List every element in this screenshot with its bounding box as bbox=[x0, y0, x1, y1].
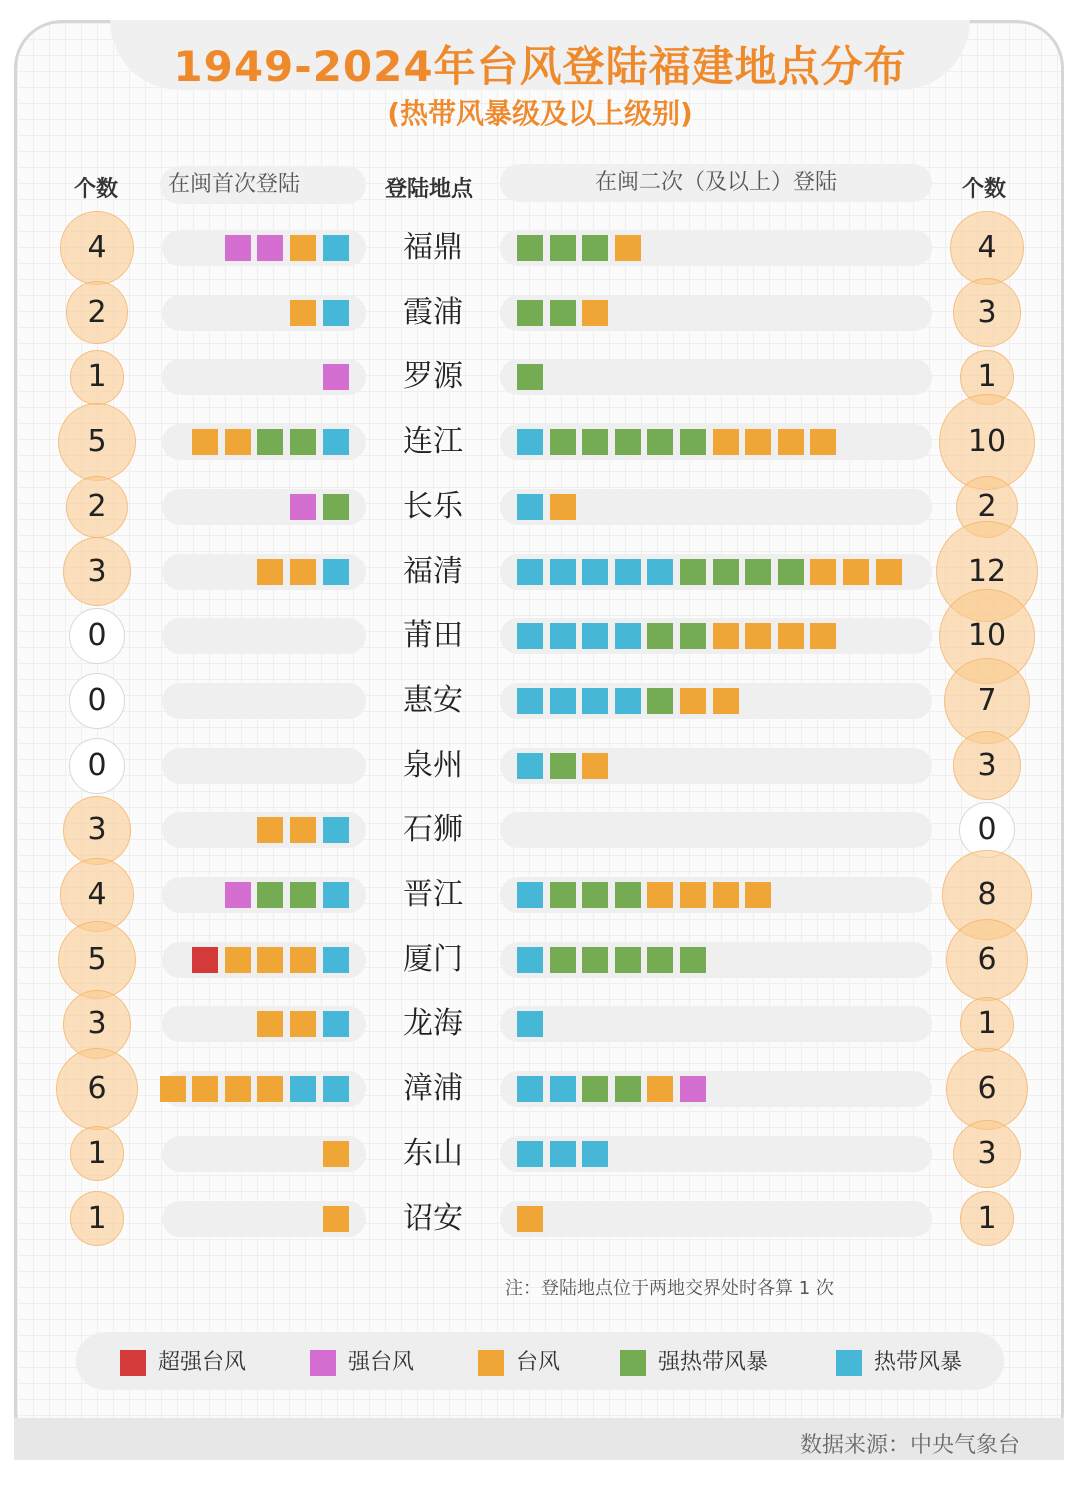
first-landfall-square bbox=[323, 947, 349, 973]
second-landfall-square bbox=[582, 559, 608, 585]
second-landfall-square bbox=[550, 235, 576, 261]
first-landfall-square bbox=[290, 817, 316, 843]
first-count-label: 6 bbox=[87, 1071, 107, 1107]
legend-swatch-severe-tropical-storm bbox=[620, 1350, 646, 1376]
second-landfall-square bbox=[745, 429, 771, 455]
second-landfall-square bbox=[713, 882, 739, 908]
second-landfall-square bbox=[582, 688, 608, 714]
second-landfall-square bbox=[843, 559, 869, 585]
first-landfall-square bbox=[225, 947, 251, 973]
location-label: 龙海 bbox=[403, 1006, 463, 1042]
second-landfall-square bbox=[615, 429, 641, 455]
second-landfall-square bbox=[517, 1206, 543, 1232]
first-landfall-square bbox=[257, 1076, 283, 1102]
second-count-label: 1 bbox=[977, 359, 997, 395]
second-landfall-track bbox=[500, 1006, 932, 1042]
first-landfall-square bbox=[257, 559, 283, 585]
second-count-label: 3 bbox=[977, 747, 997, 783]
first-landfall-square bbox=[323, 882, 349, 908]
second-landfall-square bbox=[647, 429, 673, 455]
location-label: 晋江 bbox=[403, 877, 463, 912]
second-landfall-square bbox=[615, 235, 641, 261]
first-count-label: 4 bbox=[87, 877, 107, 912]
second-landfall-square bbox=[582, 1076, 608, 1102]
second-count-label: 7 bbox=[977, 682, 997, 718]
second-landfall-square bbox=[517, 559, 543, 585]
second-landfall-square bbox=[615, 623, 641, 649]
first-landfall-track bbox=[162, 748, 366, 784]
first-count-label: 3 bbox=[87, 553, 107, 589]
location-label: 莆田 bbox=[403, 618, 463, 654]
second-count-label: 3 bbox=[977, 1135, 997, 1171]
first-landfall-square bbox=[192, 429, 218, 455]
location-label: 厦门 bbox=[403, 941, 463, 977]
first-landfall-square bbox=[257, 947, 283, 973]
legend-label-super: 超强台风 bbox=[158, 1350, 247, 1375]
first-landfall-square bbox=[290, 947, 316, 973]
second-landfall-square bbox=[713, 429, 739, 455]
second-landfall-square bbox=[680, 1076, 706, 1102]
location-label: 连江 bbox=[403, 424, 463, 460]
second-landfall-square bbox=[550, 494, 576, 520]
second-landfall-square bbox=[517, 300, 543, 326]
footnote: 注：登陆地点位于两地交界处时各算 1 次 bbox=[505, 1278, 834, 1299]
second-landfall-square bbox=[550, 559, 576, 585]
first-landfall-square bbox=[160, 1076, 186, 1102]
second-landfall-square bbox=[745, 623, 771, 649]
first-landfall-square bbox=[323, 494, 349, 520]
location-label: 泉州 bbox=[403, 747, 463, 783]
first-landfall-square bbox=[323, 1011, 349, 1037]
first-landfall-track bbox=[162, 683, 366, 719]
second-landfall-square bbox=[680, 623, 706, 649]
second-landfall-square bbox=[582, 1141, 608, 1167]
second-landfall-square bbox=[680, 882, 706, 908]
first-landfall-square bbox=[290, 494, 316, 520]
first-landfall-square bbox=[323, 1141, 349, 1167]
second-count-label: 1 bbox=[977, 1200, 997, 1236]
second-landfall-square bbox=[550, 1076, 576, 1102]
second-landfall-square bbox=[615, 882, 641, 908]
first-count-label: 5 bbox=[87, 424, 107, 460]
first-count-label: 0 bbox=[87, 618, 107, 654]
header-count-left: 个数 bbox=[74, 177, 119, 202]
second-landfall-track bbox=[500, 359, 932, 395]
location-label: 罗源 bbox=[403, 359, 463, 395]
second-landfall-square bbox=[517, 429, 543, 455]
second-landfall-square bbox=[550, 947, 576, 973]
second-count-label: 1 bbox=[977, 1006, 997, 1042]
first-count-label: 1 bbox=[87, 359, 107, 395]
first-landfall-square bbox=[225, 882, 251, 908]
first-landfall-square bbox=[257, 429, 283, 455]
second-landfall-square bbox=[810, 559, 836, 585]
first-landfall-square bbox=[290, 235, 316, 261]
first-landfall-square bbox=[290, 1076, 316, 1102]
first-count-label: 3 bbox=[87, 1006, 107, 1042]
first-landfall-square bbox=[323, 364, 349, 390]
location-label: 长乐 bbox=[403, 488, 463, 524]
location-label: 东山 bbox=[403, 1135, 463, 1171]
second-landfall-square bbox=[810, 429, 836, 455]
first-landfall-square bbox=[225, 429, 251, 455]
second-landfall-square bbox=[517, 235, 543, 261]
second-landfall-square bbox=[517, 494, 543, 520]
second-landfall-square bbox=[550, 688, 576, 714]
second-landfall-square bbox=[713, 623, 739, 649]
second-landfall-square bbox=[517, 688, 543, 714]
second-landfall-square bbox=[615, 688, 641, 714]
second-landfall-square bbox=[647, 623, 673, 649]
second-landfall-square bbox=[517, 1141, 543, 1167]
data-source: 数据来源：中央气象台 bbox=[799, 1433, 1020, 1458]
second-landfall-square bbox=[647, 688, 673, 714]
first-count-label: 1 bbox=[87, 1135, 107, 1171]
second-landfall-square bbox=[778, 623, 804, 649]
legend-label-strong-typhoon: 强台风 bbox=[348, 1350, 415, 1375]
second-landfall-square bbox=[517, 1076, 543, 1102]
second-landfall-square bbox=[615, 947, 641, 973]
first-landfall-square bbox=[290, 429, 316, 455]
location-label: 诏安 bbox=[403, 1200, 463, 1236]
second-landfall-square bbox=[550, 623, 576, 649]
legend-swatch-typhoon bbox=[478, 1350, 504, 1376]
second-landfall-square bbox=[517, 364, 543, 390]
second-count-label: 6 bbox=[977, 1071, 997, 1107]
legend-label-severe-tropical-storm: 强热带风暴 bbox=[658, 1350, 769, 1375]
first-count-label: 2 bbox=[87, 294, 107, 330]
second-landfall-square bbox=[745, 559, 771, 585]
header-second-landfall: 在闽二次（及以上）登陆 bbox=[500, 164, 932, 202]
second-landfall-square bbox=[517, 947, 543, 973]
second-landfall-square bbox=[582, 623, 608, 649]
first-landfall-square bbox=[257, 235, 283, 261]
second-landfall-square bbox=[582, 300, 608, 326]
second-landfall-square bbox=[517, 882, 543, 908]
second-landfall-square bbox=[550, 300, 576, 326]
first-count-label: 0 bbox=[87, 682, 107, 718]
second-landfall-square bbox=[582, 235, 608, 261]
second-landfall-track bbox=[500, 1201, 932, 1237]
chart-title: 1949-2024年台风登陆福建地点分布 bbox=[173, 42, 907, 91]
second-landfall-square bbox=[745, 882, 771, 908]
second-count-label: 0 bbox=[977, 812, 997, 848]
second-landfall-square bbox=[713, 559, 739, 585]
second-landfall-square bbox=[550, 1141, 576, 1167]
second-count-label: 12 bbox=[967, 553, 1007, 589]
first-landfall-square bbox=[290, 882, 316, 908]
location-label: 福鼎 bbox=[403, 230, 463, 265]
first-landfall-square bbox=[192, 947, 218, 973]
second-count-label: 8 bbox=[977, 877, 997, 912]
second-count-label: 6 bbox=[977, 941, 997, 977]
second-landfall-square bbox=[680, 947, 706, 973]
first-landfall-square bbox=[225, 235, 251, 261]
first-landfall-square bbox=[323, 1206, 349, 1232]
second-landfall-square bbox=[517, 753, 543, 779]
second-landfall-square bbox=[876, 559, 902, 585]
second-landfall-square bbox=[550, 429, 576, 455]
first-count-label: 0 bbox=[87, 747, 107, 783]
location-label: 石狮 bbox=[403, 812, 463, 848]
second-landfall-square bbox=[550, 882, 576, 908]
second-landfall-square bbox=[680, 559, 706, 585]
legend-swatch-super bbox=[120, 1350, 146, 1376]
first-landfall-square bbox=[323, 235, 349, 261]
first-landfall-square bbox=[257, 1011, 283, 1037]
header-location: 登陆地点 bbox=[385, 177, 474, 202]
first-count-label: 1 bbox=[87, 1200, 107, 1236]
first-landfall-square bbox=[323, 300, 349, 326]
first-landfall-square bbox=[192, 1076, 218, 1102]
legend-label-typhoon: 台风 bbox=[516, 1350, 561, 1375]
first-landfall-square bbox=[290, 1011, 316, 1037]
second-landfall-square bbox=[713, 688, 739, 714]
second-landfall-square bbox=[550, 753, 576, 779]
first-landfall-square bbox=[290, 300, 316, 326]
second-landfall-square bbox=[778, 429, 804, 455]
second-landfall-square bbox=[582, 429, 608, 455]
first-landfall-track bbox=[162, 618, 366, 654]
second-landfall-track bbox=[500, 812, 932, 848]
first-landfall-square bbox=[257, 817, 283, 843]
location-label: 福清 bbox=[403, 553, 463, 589]
location-label: 漳浦 bbox=[403, 1071, 463, 1107]
second-landfall-square bbox=[810, 623, 836, 649]
first-count-label: 4 bbox=[87, 230, 107, 265]
second-landfall-square bbox=[517, 1011, 543, 1037]
second-landfall-square bbox=[680, 429, 706, 455]
second-landfall-square bbox=[615, 559, 641, 585]
second-landfall-square bbox=[680, 688, 706, 714]
first-landfall-square bbox=[323, 559, 349, 585]
second-landfall-square bbox=[647, 559, 673, 585]
header-count-right: 个数 bbox=[962, 177, 1007, 202]
second-count-label: 4 bbox=[977, 230, 997, 265]
location-label: 惠安 bbox=[403, 682, 463, 718]
second-count-label: 3 bbox=[977, 294, 997, 330]
second-landfall-square bbox=[778, 559, 804, 585]
second-landfall-square bbox=[517, 623, 543, 649]
first-count-label: 5 bbox=[87, 941, 107, 977]
legend bbox=[76, 1332, 1004, 1390]
first-landfall-square bbox=[290, 559, 316, 585]
legend-label-tropical-storm: 热带风暴 bbox=[874, 1350, 963, 1375]
second-landfall-square bbox=[615, 1076, 641, 1102]
first-landfall-square bbox=[323, 1076, 349, 1102]
second-landfall-square bbox=[582, 947, 608, 973]
second-count-label: 2 bbox=[977, 488, 997, 524]
header-first-landfall: 在闽首次登陆 bbox=[160, 166, 366, 204]
second-landfall-square bbox=[582, 882, 608, 908]
first-landfall-square bbox=[257, 882, 283, 908]
second-landfall-square bbox=[582, 753, 608, 779]
first-landfall-square bbox=[225, 1076, 251, 1102]
first-landfall-square bbox=[323, 817, 349, 843]
first-count-label: 3 bbox=[87, 812, 107, 848]
second-landfall-square bbox=[647, 1076, 673, 1102]
chart-subtitle: (热带风暴级及以上级别) bbox=[387, 97, 693, 130]
legend-swatch-strong-typhoon bbox=[310, 1350, 336, 1376]
legend-swatch-tropical-storm bbox=[836, 1350, 862, 1376]
first-landfall-square bbox=[323, 429, 349, 455]
location-label: 霞浦 bbox=[403, 294, 463, 330]
first-count-label: 2 bbox=[87, 488, 107, 524]
second-count-label: 10 bbox=[967, 424, 1007, 460]
second-count-label: 10 bbox=[967, 618, 1007, 654]
second-landfall-square bbox=[647, 947, 673, 973]
second-landfall-square bbox=[647, 882, 673, 908]
